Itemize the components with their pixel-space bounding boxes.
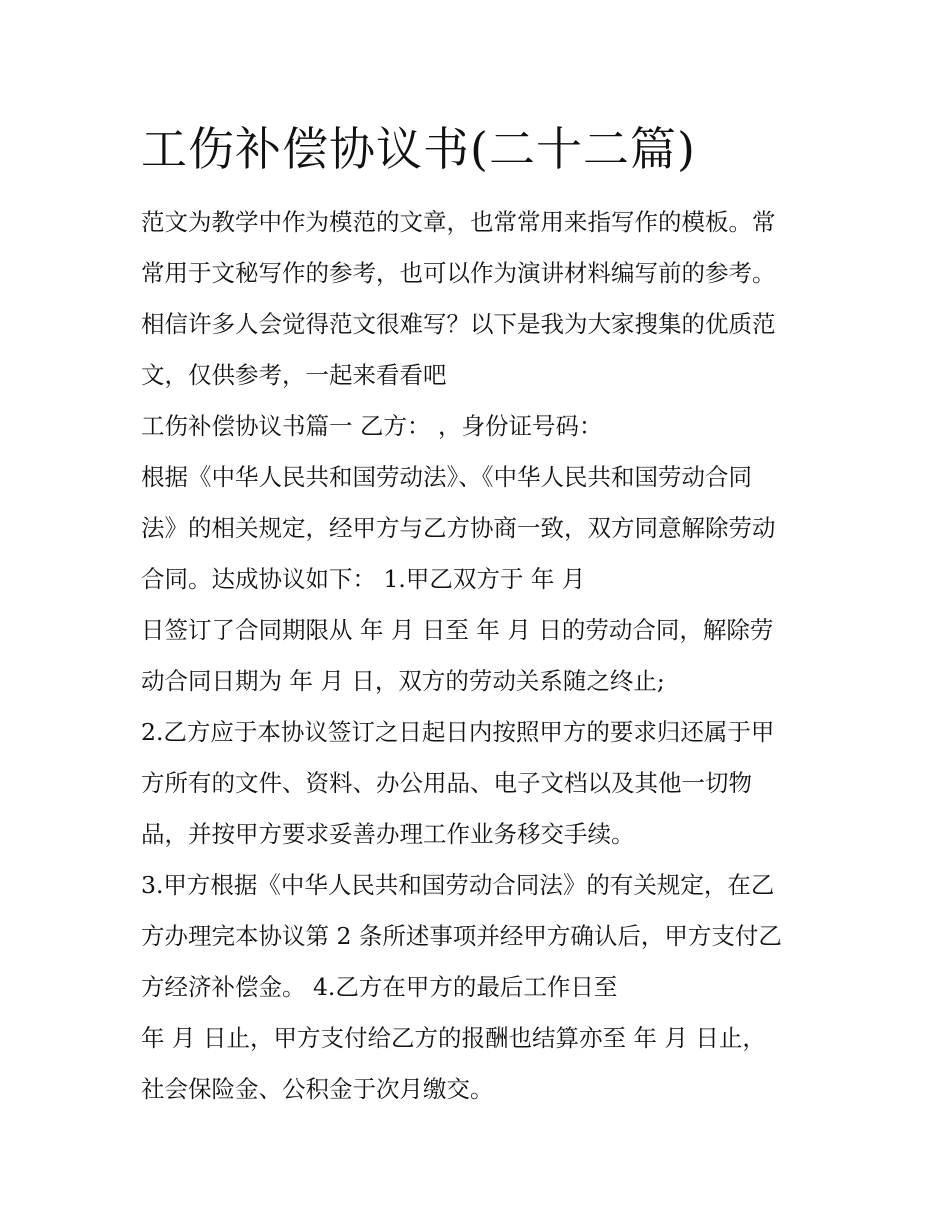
body-line: 方经济补偿金。 4.乙方在甲方的最后工作日至 xyxy=(141,973,618,1001)
body-line: 社会保险金、公积金于次月缴交。 xyxy=(141,1075,494,1103)
body-line: 常用于文秘写作的参考，也可以作为演讲材料编写前的参考。 xyxy=(141,259,776,287)
body-line: 文，仅供参考，一起来看看吧 xyxy=(141,361,447,389)
body-line: 范文为教学中作为模范的文章，也常常用来指写作的模板。常 xyxy=(141,208,776,236)
body-line: 品，并按甲方要求妥善办理工作业务移交手续。 xyxy=(141,820,635,848)
body-line: 合同。达成协议如下： 1.甲乙双方于 年 月 xyxy=(141,565,586,593)
body-line: 方办理完本协议第 2 条所述事项并经甲方确认后，甲方支付乙 xyxy=(141,922,782,950)
body-line: 2.乙方应于本协议签订之日起日内按照甲方的要求归还属于甲 xyxy=(141,718,775,746)
body-line: 日签订了合同期限从 年 月 日至 年 月 日的劳动合同，解除劳 xyxy=(141,616,774,644)
body-line: 相信许多人会觉得范文很难写？以下是我为大家搜集的优质范 xyxy=(141,310,776,338)
body-line: 动合同日期为 年 月 日，双方的劳动关系随之终止; xyxy=(141,667,665,695)
body-line: 3.甲方根据《中华人民共和国劳动合同法》的有关规定，在乙 xyxy=(141,871,775,899)
body-line: 根据《中华人民共和国劳动法》、《中华人民共和国劳动合同 xyxy=(141,463,752,491)
body-line: 工伤补偿协议书篇一 乙方： ，身份证号码： xyxy=(141,412,603,440)
body-line: 方所有的文件、资料、办公用品、电子文档以及其他一切物 xyxy=(141,769,752,797)
body-line: 年 月 日止，甲方支付给乙方的报酬也结算亦至 年 月 日止， xyxy=(141,1024,766,1052)
body-line: 法》的相关规定，经甲方与乙方协商一致，双方同意解除劳动 xyxy=(141,514,776,542)
document-title: 工伤补偿协议书(二十二篇) xyxy=(141,122,696,176)
